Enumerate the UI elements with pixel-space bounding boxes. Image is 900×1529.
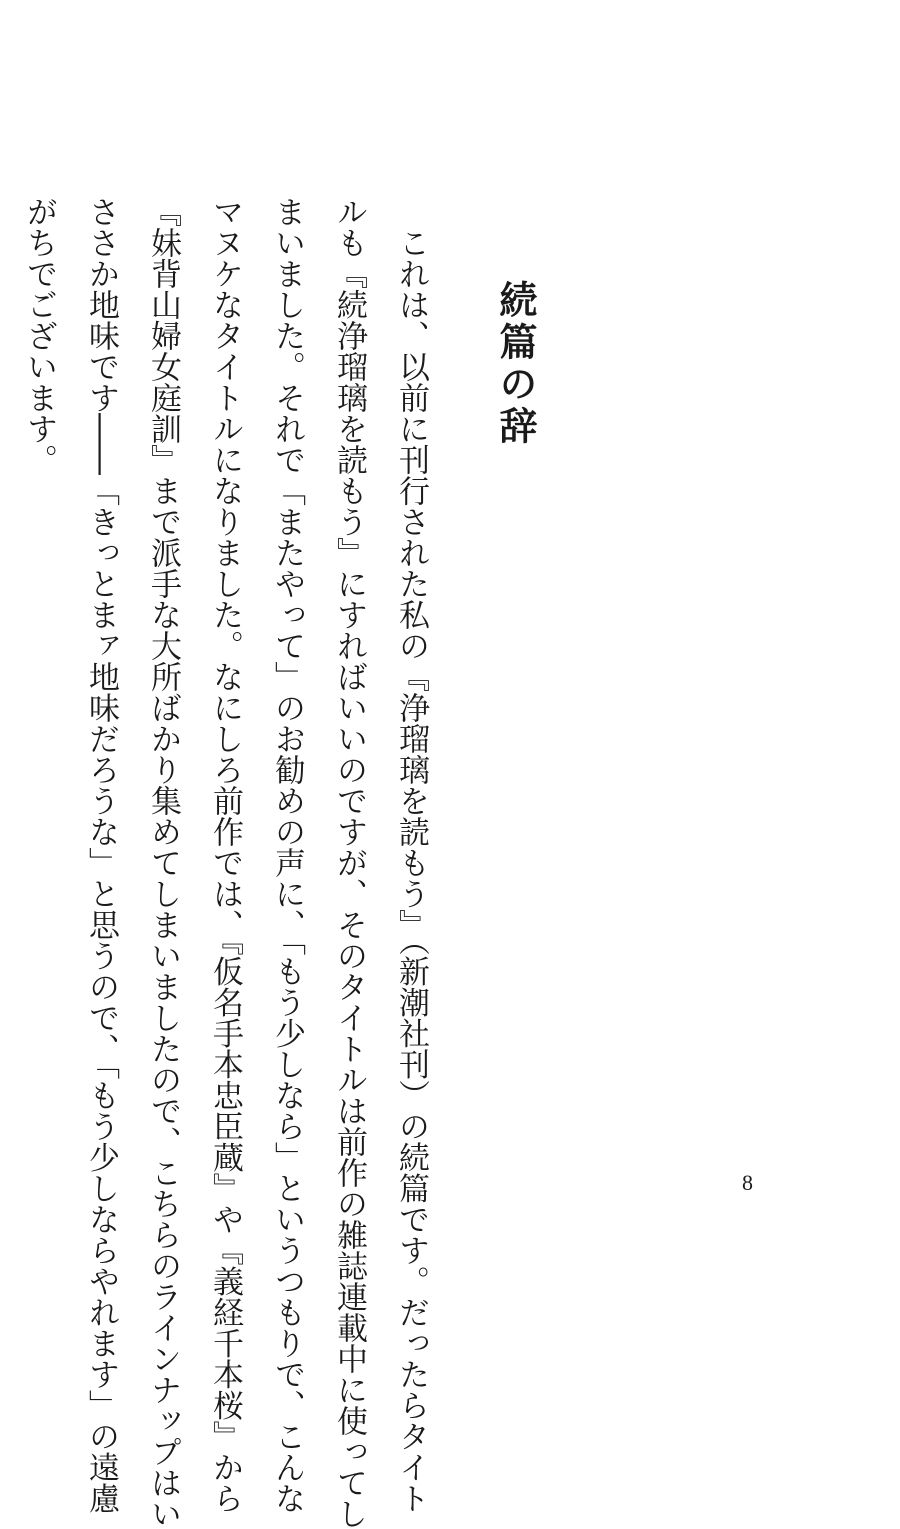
chapter-title: 続篇の辞: [493, 280, 537, 448]
text-line: ささか地味です――「きっとまァ地味だろうな」と思うので、「もう少しならやれます」の遠慮: [83, 196, 119, 1514]
text-line: これは、以前に刊行された私の『浄瑠璃を読もう』（新潮社刊）の続篇です。だったらタイト: [393, 196, 429, 1514]
text-line: 『妹背山婦女庭訓』まで派手な大所ばかり集めてしまいましたので、こちらのラインナップはい: [145, 196, 181, 1529]
text-line: マヌケなタイトルになりました。なにしろ前作では、『仮名手本忠臣蔵』や『義経千本桜』から: [207, 196, 243, 1514]
page-number: 8: [742, 1170, 753, 1195]
text-line: まいました。それで「またやって」のお勧めの声に、「もう少しなら」というつもりで、こんな: [269, 196, 305, 1514]
body-text: [8, 196, 442, 1529]
text-line: ルも『続浄瑠璃を読もう』にすればいいのですが、そのタイトルは前作の雑誌連載中に使ってし: [331, 196, 367, 1529]
text-line: がちでございます。: [21, 196, 57, 475]
